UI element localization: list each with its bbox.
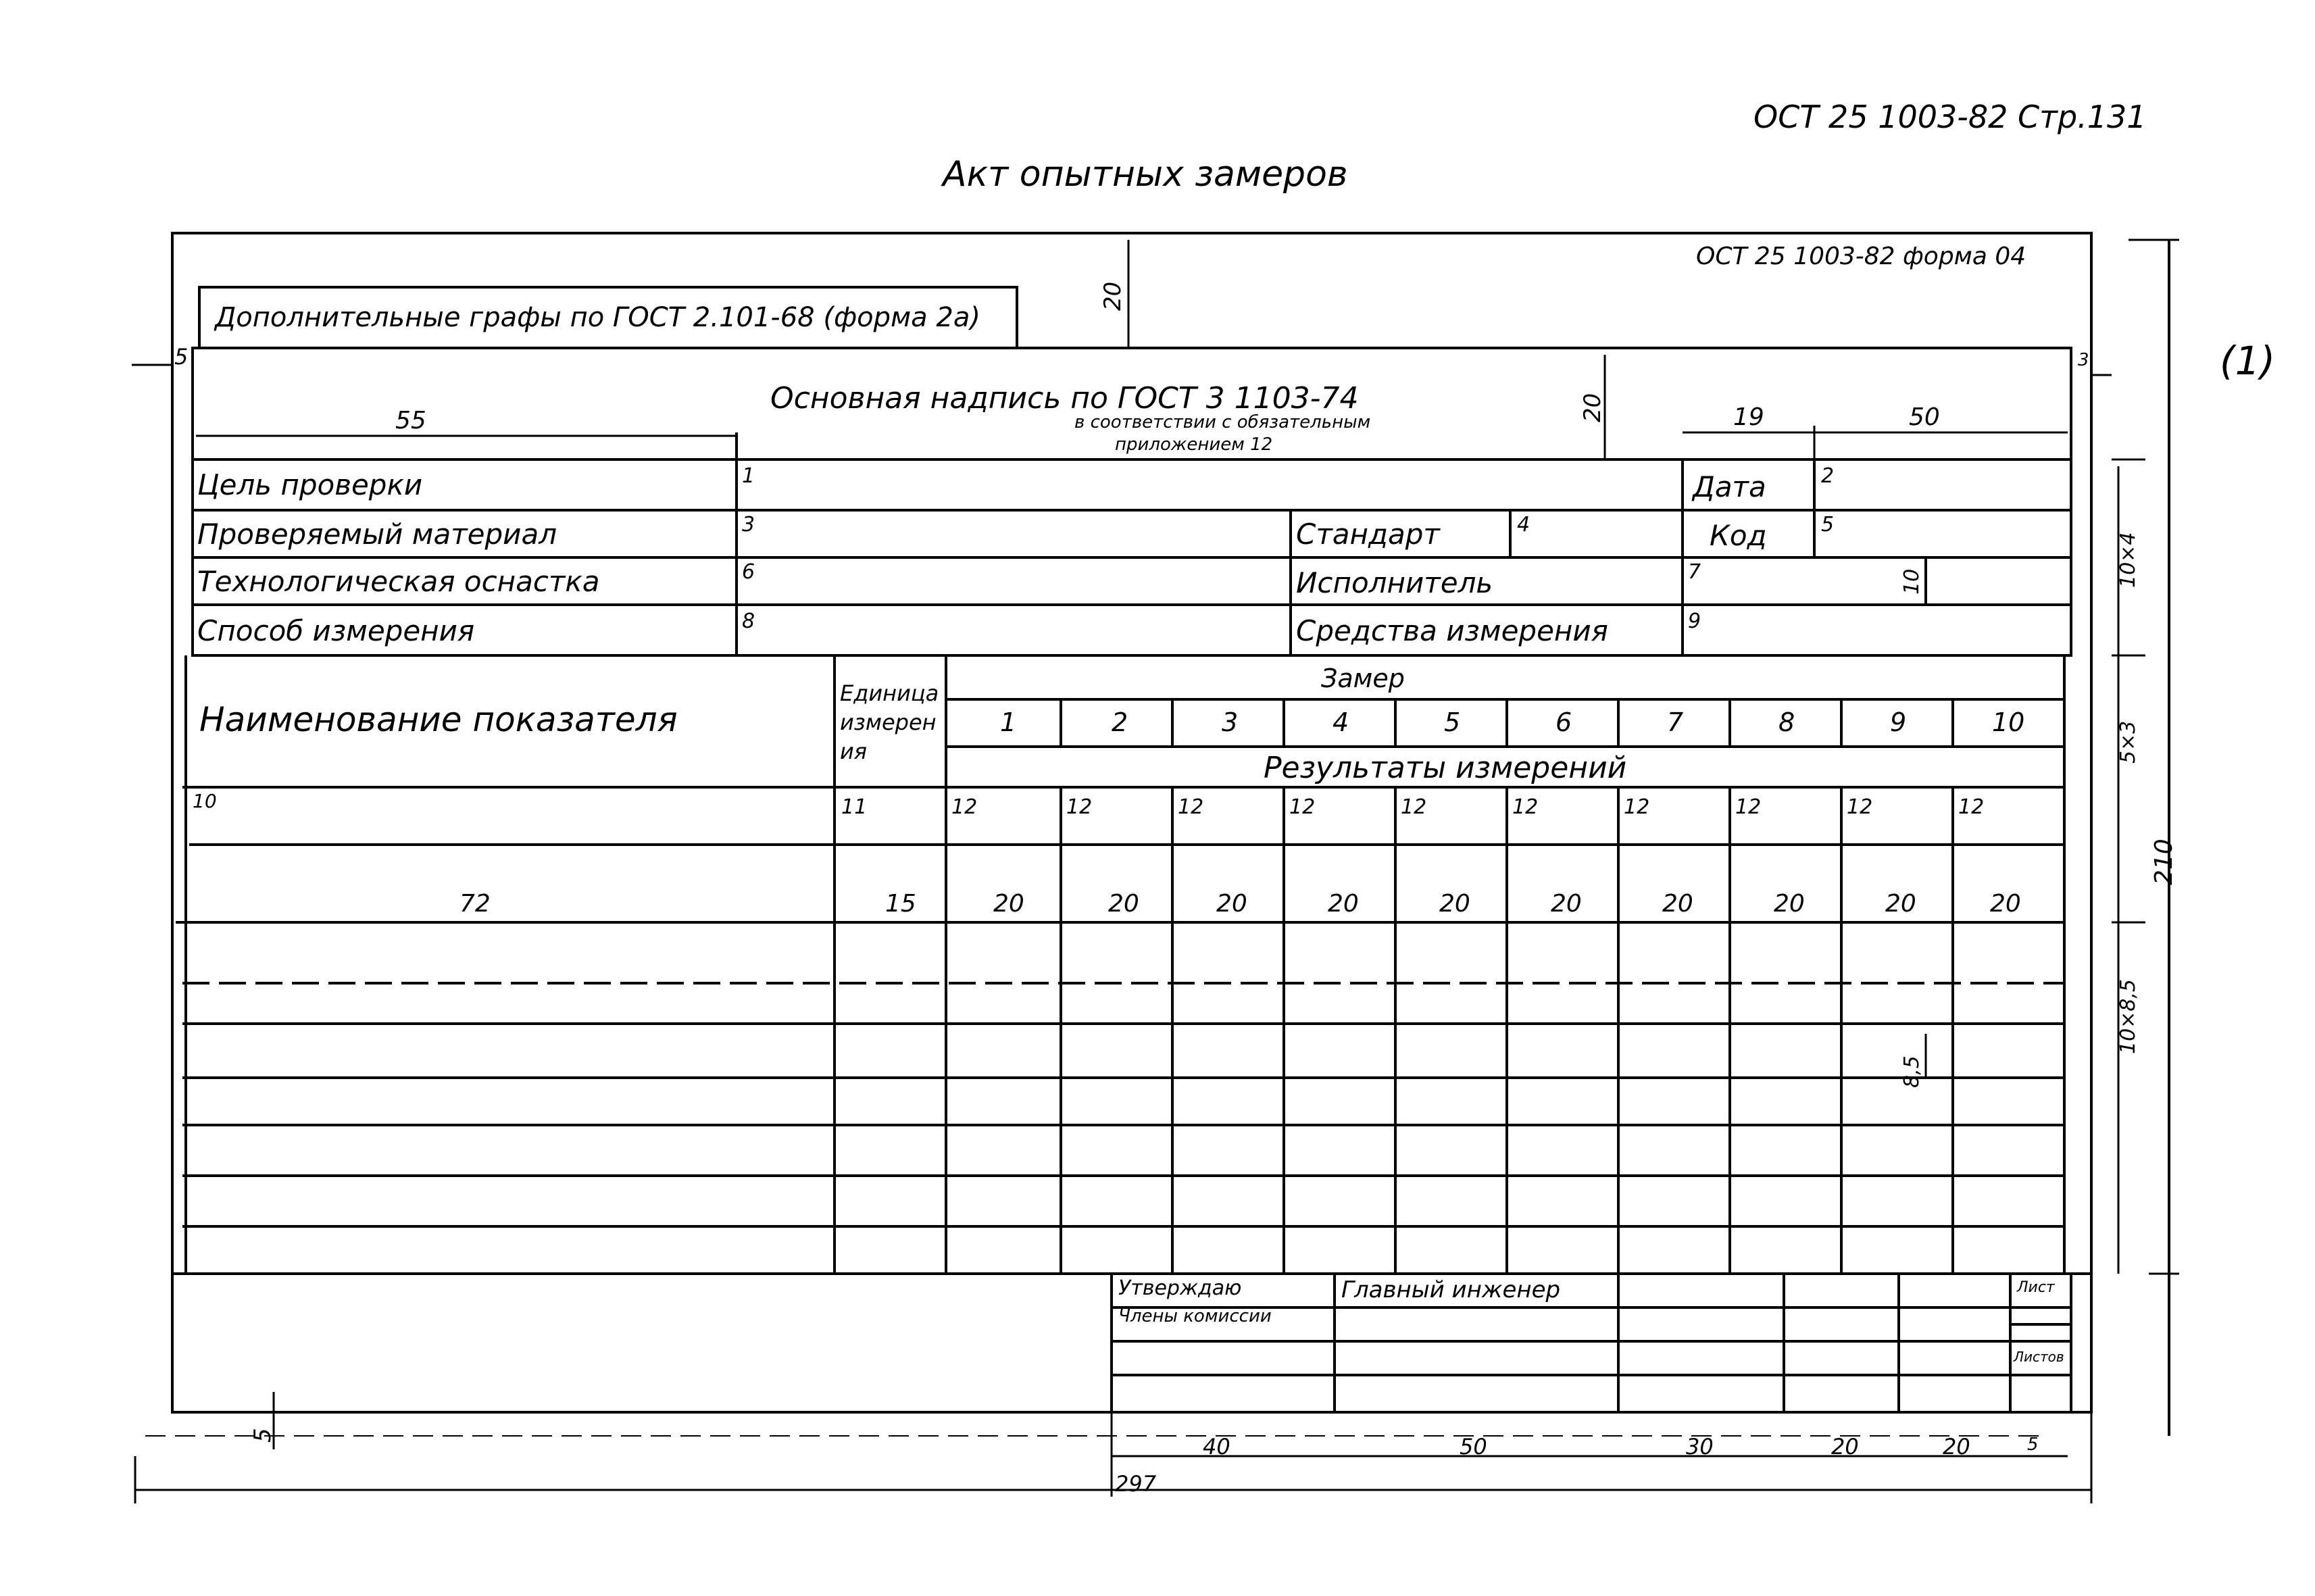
signature-dim: 50	[1460, 1434, 1487, 1460]
column-dim: 20	[1439, 890, 1470, 918]
left-margin-dim: 5	[174, 344, 189, 370]
row-number: 10	[193, 790, 217, 812]
zamer-number: 4	[1333, 707, 1349, 737]
side-dim-body: 10×8,5	[2116, 978, 2140, 1054]
row-label-material: Проверяемый материал	[197, 518, 557, 551]
label-code: Код	[1710, 519, 1767, 552]
label-approve: Утверждаю	[1118, 1276, 1242, 1300]
signature-dim: 20	[1831, 1434, 1859, 1460]
extra-columns-label: Дополнительные графы по ГОСТ 2.101-68 (форма 2а)	[215, 302, 980, 333]
row-num-6: 6	[742, 560, 755, 584]
row-height-mark: 8,5	[1900, 1055, 1924, 1088]
form-reference: ОСТ 25 1003-82 форма 04	[1696, 243, 2026, 270]
column-dim: 20	[1216, 890, 1247, 918]
row-number: 12	[1735, 795, 1762, 819]
zamer-number: 2	[1112, 707, 1128, 737]
zamer-column-lines	[1061, 699, 1953, 1274]
row-num-2: 2	[1821, 464, 1835, 488]
zamer-number: 6	[1555, 707, 1572, 737]
column-dim: 72	[459, 890, 491, 918]
name-header: Наименование показателя	[199, 700, 678, 739]
side-dim-rows4: 10×4	[2116, 532, 2140, 588]
label-chief-engineer: Главный инженер	[1341, 1276, 1561, 1303]
zamer-number: 10	[1992, 707, 2025, 737]
signature-dim: 40	[1203, 1434, 1230, 1460]
signature-block	[1112, 1274, 2071, 1412]
dim-19: 19	[1733, 403, 1764, 431]
row-number: 12	[1624, 795, 1650, 819]
signature-dim: 20	[1943, 1434, 1970, 1460]
column-dim: 20	[1990, 890, 2021, 918]
row-num-1: 1	[742, 464, 755, 488]
row-number: 12	[1401, 795, 1427, 819]
title-block-height-dim: 20	[1579, 393, 1606, 422]
row-label-tooling: Технологическая оснастка	[197, 565, 600, 598]
label-instruments: Средства измерения	[1296, 614, 1608, 647]
unit-header: Единица измерения	[840, 680, 939, 765]
total-width-dim: 297	[1115, 1471, 1157, 1497]
row-num-8: 8	[742, 609, 755, 633]
row-number: 12	[1289, 795, 1316, 819]
zamer-number: 3	[1222, 707, 1239, 737]
page-title: Акт опытных замеров	[943, 154, 1348, 195]
column-dim: 20	[1774, 890, 1805, 918]
title-block-note-2: приложением 12	[1115, 434, 1273, 455]
column-dim: 15	[885, 890, 916, 918]
column-dim: 20	[1662, 890, 1693, 918]
dim-55: 55	[395, 407, 426, 434]
results-header: Результаты измерений	[1264, 751, 1627, 785]
label-sheet: Лист	[2017, 1279, 2055, 1296]
column-dim: 20	[1328, 890, 1359, 918]
label-standard: Стандарт	[1296, 518, 1440, 551]
side-dim-header: 5×3	[2116, 720, 2140, 764]
title-block-note-1: в соответствии с обязательным	[1074, 412, 1371, 432]
zamer-number: 8	[1778, 707, 1795, 737]
row-num-7: 7	[1688, 560, 1701, 584]
bottom-margin-dim: 5	[249, 1428, 276, 1443]
dim-50: 50	[1909, 403, 1940, 431]
signature-dim: 5	[2027, 1435, 2039, 1455]
row-label-purpose: Цель проверки	[197, 468, 423, 501]
row-num-9: 9	[1688, 609, 1701, 633]
row-number: 12	[1847, 795, 1873, 819]
label-commission-members: Члены комиссии	[1118, 1306, 1272, 1326]
doc-reference: ОСТ 25 1003-82 Стр.131	[1753, 99, 2147, 135]
row-num-5: 5	[1821, 513, 1835, 537]
zamer-number: 9	[1890, 707, 1907, 737]
side-mark: (1)	[2220, 338, 2276, 384]
title-block-caption: Основная надпись по ГОСТ 3 1103-74	[770, 381, 1359, 416]
row-number: 12	[951, 795, 978, 819]
row-number: 11	[841, 795, 868, 819]
column-dim: 20	[993, 890, 1024, 918]
row-number: 12	[1178, 795, 1204, 819]
zamer-number: 7	[1667, 707, 1684, 737]
row-label-method: Способ измерения	[197, 614, 475, 647]
zamer-number: 5	[1444, 707, 1461, 737]
column-dim: 20	[1108, 890, 1139, 918]
column-dim: 20	[1885, 890, 1916, 918]
row-num-10-mark: 10	[1900, 568, 1924, 595]
side-dim-total: 210	[2150, 839, 2178, 885]
row-number: 12	[1958, 795, 1985, 819]
label-executor: Исполнитель	[1296, 566, 1493, 599]
row-num-4: 4	[1517, 513, 1530, 537]
row-number: 12	[1066, 795, 1093, 819]
zamer-number: 1	[1000, 707, 1017, 737]
zamer-header: Замер	[1321, 664, 1405, 693]
signature-dim: 30	[1686, 1434, 1714, 1460]
row-num-3: 3	[742, 513, 755, 537]
extra-height-dim: 20	[1099, 281, 1126, 311]
label-sheets: Листов	[2014, 1349, 2064, 1365]
column-dim: 20	[1551, 890, 1582, 918]
row-number: 12	[1512, 795, 1539, 819]
dim-3: 3	[2078, 350, 2089, 370]
label-date: Дата	[1693, 470, 1766, 503]
